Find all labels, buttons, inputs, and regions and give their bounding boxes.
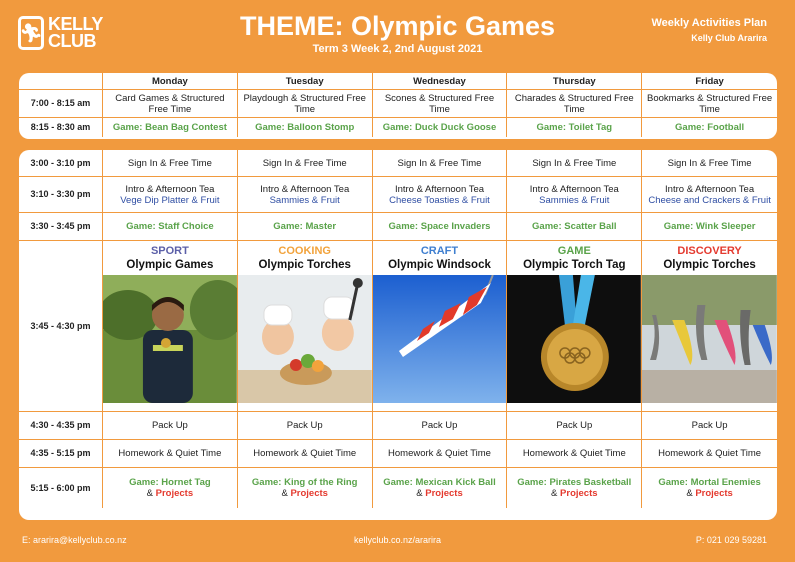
activity-title: Olympic Torch Tag <box>523 258 626 271</box>
morning-game: Game: Football <box>675 122 745 133</box>
afternoon-tea-food: Cheese and Crackers & Fruit <box>648 194 771 206</box>
morning-schedule-table <box>19 73 777 139</box>
packup-cell: Pack Up <box>642 412 777 440</box>
projects-label: Projects <box>155 488 194 499</box>
late-game: Game: Hornet Tag <box>129 477 211 488</box>
homework-cell: Homework & Quiet Time <box>373 440 508 468</box>
afternoon-game: Game: Master <box>238 213 373 241</box>
day-header-tuesday: Tuesday <box>238 73 373 90</box>
plan-location: Kelly Club Ararira <box>691 33 767 43</box>
kids-cooking-photo <box>238 275 372 403</box>
morning-game: Game: Balloon Stomp <box>238 118 373 137</box>
afternoon-tea-label: Intro & Afternoon Tea <box>125 183 215 195</box>
time-slot: 5:15 - 6:00 pm <box>19 468 103 508</box>
day-header-thursday: Thursday <box>507 73 642 90</box>
signin-cell: Sign In & Free Time <box>642 150 777 177</box>
homework-cell: Homework & Quiet Time <box>238 440 373 468</box>
afternoon-tea-food: Vege Dip Platter & Fruit <box>120 194 220 206</box>
logo-line-2: CLUB <box>48 31 96 51</box>
afternoon-game: Game: Space Invaders <box>373 213 508 241</box>
time-slot: 7:00 - 8:15 am <box>19 90 103 118</box>
afternoon-tea-label: Intro & Afternoon Tea <box>260 183 350 195</box>
morning-activity: Bookmarks & Structured Free Time <box>642 90 777 118</box>
plan-title: Weekly Activities Plan <box>651 17 767 29</box>
footer-website[interactable]: kellyclub.co.nz/ararira <box>353 535 442 545</box>
projects-label: Projects <box>695 488 733 499</box>
page-title: THEME: Olympic Games <box>239 11 556 41</box>
time-slot: 3:10 - 3:30 pm <box>19 177 103 213</box>
signin-cell: Sign In & Free Time <box>507 150 642 177</box>
projects-label: Projects <box>290 488 328 499</box>
amp: & <box>551 488 558 499</box>
late-game-cell <box>642 468 777 508</box>
morning-activity: Scones & Structured Free Time <box>373 90 508 118</box>
amp: & <box>416 488 423 499</box>
late-game: Game: Pirates Basketball <box>517 477 632 488</box>
late-game-cell <box>373 468 508 508</box>
day-header-monday: Monday <box>103 73 238 90</box>
footer-phone: P: 021 029 59281 <box>695 535 767 545</box>
amp: & <box>686 488 693 499</box>
page-subtitle: Term 3 Week 2, 2nd August 2021 <box>312 43 483 55</box>
late-game: Game: Mortal Enemies <box>658 477 761 488</box>
afternoon-tea-cell <box>238 177 373 213</box>
afternoon-tea-label: Intro & Afternoon Tea <box>529 183 619 195</box>
afternoon-tea-cell <box>642 177 777 213</box>
afternoon-game: Game: Staff Choice <box>103 213 238 241</box>
morning-activity: Charades & Structured Free Time <box>507 90 642 118</box>
footer-email[interactable]: E: ararira@kellyclub.co.nz <box>22 535 127 545</box>
packup-cell: Pack Up <box>103 412 238 440</box>
activity-title: Olympic Games <box>126 258 214 271</box>
activity-category: DISCOVERY <box>677 244 742 257</box>
late-game-cell <box>238 468 373 508</box>
late-game: Game: Mexican Kick Ball <box>383 477 496 488</box>
signin-cell: Sign In & Free Time <box>373 150 508 177</box>
packup-cell: Pack Up <box>238 412 373 440</box>
afternoon-tea-label: Intro & Afternoon Tea <box>394 183 485 195</box>
amp: & <box>281 488 288 499</box>
activity-category: COOKING <box>278 244 331 257</box>
activity-title: Olympic Torches <box>663 258 756 271</box>
windsock-photo <box>373 275 507 403</box>
signin-cell: Sign In & Free Time <box>103 150 238 177</box>
activity-category: GAME <box>557 244 591 257</box>
activity-category: SPORT <box>150 244 189 257</box>
late-game-cell <box>507 468 642 508</box>
morning-game: Game: Toilet Tag <box>507 118 642 137</box>
gold-medal-photo <box>507 275 641 403</box>
afternoon-tea-food: Sammies & Fruit <box>269 194 340 206</box>
signin-cell: Sign In & Free Time <box>238 150 373 177</box>
activity-category: CRAFT <box>420 244 459 257</box>
late-game: Game: King of the Ring <box>251 477 358 488</box>
time-slot: 3:30 - 3:45 pm <box>19 213 103 241</box>
homework-cell: Homework & Quiet Time <box>103 440 238 468</box>
projects-label: Projects <box>560 488 598 499</box>
morning-activity: Card Games & Structured Free Time <box>103 90 238 118</box>
day-header-wednesday: Wednesday <box>373 73 508 90</box>
afternoon-tea-cell <box>507 177 642 213</box>
packup-cell: Pack Up <box>373 412 508 440</box>
afternoon-game: Game: Scatter Ball <box>507 213 642 241</box>
boy-with-medal-photo <box>103 275 237 403</box>
corner-cell <box>19 73 103 90</box>
activity-craft <box>373 241 508 412</box>
morning-game: Game: Duck Duck Goose <box>373 118 508 137</box>
activity-title: Olympic Torches <box>258 258 351 271</box>
time-slot: 8:15 - 8:30 am <box>19 118 103 137</box>
time-slot: 3:45 - 4:30 pm <box>19 241 103 412</box>
afternoon-tea-cell <box>103 177 238 213</box>
time-slot: 4:35 - 5:15 pm <box>19 440 103 468</box>
late-game-cell <box>103 468 238 508</box>
afternoon-tea-food: Sammies & Fruit <box>539 194 610 206</box>
afternoon-game: Game: Wink Sleeper <box>642 213 777 241</box>
activity-game <box>507 241 642 412</box>
homework-cell: Homework & Quiet Time <box>507 440 642 468</box>
activity-discovery <box>642 241 777 412</box>
afternoon-schedule-table <box>19 150 777 520</box>
afternoon-tea-cell <box>373 177 508 213</box>
packup-cell: Pack Up <box>507 412 642 440</box>
amp: & <box>146 488 153 499</box>
time-slot: 4:30 - 4:35 pm <box>19 412 103 440</box>
activity-cooking <box>238 241 373 412</box>
day-header-friday: Friday <box>642 73 777 90</box>
morning-game: Game: Bean Bag Contest <box>103 118 238 137</box>
activity-title: Olympic Windsock <box>388 258 491 271</box>
runner-logo-icon: 🏃︎ <box>18 16 44 50</box>
afternoon-tea-label: Intro & Afternoon Tea <box>665 183 755 195</box>
homework-cell: Homework & Quiet Time <box>642 440 777 468</box>
afternoon-tea-food: Cheese Toasties & Fruit <box>389 194 490 206</box>
plan-info <box>651 17 767 43</box>
torch-sculptures-photo <box>642 275 777 403</box>
morning-activity: Playdough & Structured Free Time <box>238 90 373 118</box>
time-slot: 3:00 - 3:10 pm <box>19 150 103 177</box>
logo-line-1: KELLY <box>48 14 103 34</box>
activity-sport <box>103 241 238 412</box>
projects-label: Projects <box>425 488 463 499</box>
